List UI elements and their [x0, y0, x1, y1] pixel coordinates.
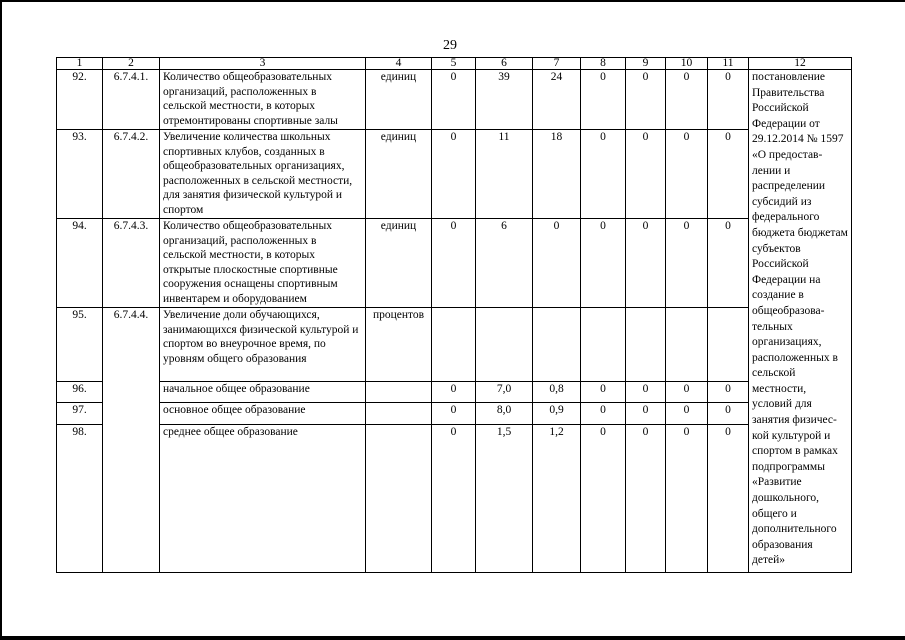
header-cell: 3 [160, 58, 366, 70]
value-col7: 0,9 [533, 403, 581, 425]
indicator-name: основное общее образование [160, 403, 366, 425]
value-col6: 11 [476, 130, 533, 219]
value-col10: 0 [666, 425, 708, 573]
value-col9: 0 [626, 130, 666, 219]
indicator-name: Количество общеобразовательных организаций, расположенных в сельской местности, в которых отремонтированы спортивные залы [160, 70, 366, 130]
indicator-code: 6.7.4.2. [103, 130, 160, 219]
row-number: 96. [57, 382, 103, 403]
unit: единиц [366, 130, 432, 219]
value-col8: 0 [581, 403, 626, 425]
value-col6: 8,0 [476, 403, 533, 425]
table-row [57, 70, 852, 130]
value-col7: 0 [533, 219, 581, 308]
value-col7: 1,2 [533, 425, 581, 573]
value-col11: 0 [708, 425, 749, 573]
row-number: 93. [57, 130, 103, 219]
value-col10: 0 [666, 219, 708, 308]
header-cell: 5 [432, 58, 476, 70]
row-number: 97. [57, 403, 103, 425]
unit [366, 382, 432, 403]
value-col10: 0 [666, 70, 708, 130]
header-row [57, 58, 852, 70]
value-col11: 0 [708, 382, 749, 403]
value-col11: 0 [708, 219, 749, 308]
header-cell: 9 [626, 58, 666, 70]
row-number: 98. [57, 425, 103, 573]
unit [366, 425, 432, 573]
value-col10: 0 [666, 382, 708, 403]
indicator-code: 6.7.4.4. [103, 308, 160, 573]
value-col11: 0 [708, 70, 749, 130]
value-col9: 0 [626, 70, 666, 130]
value-col5 [432, 308, 476, 382]
table-row [57, 382, 852, 403]
unit: единиц [366, 219, 432, 308]
table-row [57, 308, 852, 382]
header-cell: 7 [533, 58, 581, 70]
value-col8: 0 [581, 219, 626, 308]
value-col6: 39 [476, 70, 533, 130]
scan-border-left [0, 0, 2, 640]
page-number: 29 [443, 38, 457, 53]
value-col9: 0 [626, 382, 666, 403]
row-number: 92. [57, 70, 103, 130]
header-cell: 6 [476, 58, 533, 70]
table-row [57, 130, 852, 219]
row-number: 95. [57, 308, 103, 382]
header-cell: 2 [103, 58, 160, 70]
indicator-code: 6.7.4.1. [103, 70, 160, 130]
value-col6: 6 [476, 219, 533, 308]
legal-basis-note: постановление Правительства Российской Федерации от 29.12.2014 № 1597 «О предостав-лении и распределении субсидий из федерального бюджета бюджетам субъектов Российской Федерации на создание в общеобразова-тельных организациях, расположенных в сельской местности, условий для занятия физичес-кой культурой и спортом в рамках подпрограммы «Развитие дошкольного, общего и дополнительного образования детей» [749, 70, 852, 573]
value-col7 [533, 308, 581, 382]
value-col9: 0 [626, 403, 666, 425]
value-col8: 0 [581, 130, 626, 219]
indicator-name: Увеличение доли обучающихся, занимающихся физической культурой и спортом во внеурочное время, по уровням общего образования [160, 308, 366, 382]
value-col9 [626, 308, 666, 382]
value-col6: 7,0 [476, 382, 533, 403]
value-col6: 1,5 [476, 425, 533, 573]
value-col8: 0 [581, 382, 626, 403]
header-cell: 8 [581, 58, 626, 70]
value-col5: 0 [432, 425, 476, 573]
header-cell: 4 [366, 58, 432, 70]
scan-border-top [0, 0, 905, 2]
table-row [57, 403, 852, 425]
value-col7: 0,8 [533, 382, 581, 403]
indicator-name: начальное общее образование [160, 382, 366, 403]
unit: единиц [366, 70, 432, 130]
value-col9: 0 [626, 219, 666, 308]
value-col8: 0 [581, 425, 626, 573]
value-col10 [666, 308, 708, 382]
indicator-name: Увеличение количества школьных спортивных клубов, созданных в общеобразовательных организациях, расположенных в сельской местности, для занятия физической культурой и спортом [160, 130, 366, 219]
value-col11 [708, 308, 749, 382]
value-col8: 0 [581, 70, 626, 130]
unit: процентов [366, 308, 432, 382]
value-col10: 0 [666, 403, 708, 425]
header-cell: 12 [749, 58, 852, 70]
table-row [57, 219, 852, 308]
value-col11: 0 [708, 130, 749, 219]
header-cell: 10 [666, 58, 708, 70]
value-col5: 0 [432, 382, 476, 403]
value-col10: 0 [666, 130, 708, 219]
value-col9: 0 [626, 425, 666, 573]
value-col5: 0 [432, 219, 476, 308]
indicator-code: 6.7.4.3. [103, 219, 160, 308]
value-col5: 0 [432, 70, 476, 130]
row-number: 94. [57, 219, 103, 308]
indicator-name: среднее общее образование [160, 425, 366, 573]
value-col5: 0 [432, 130, 476, 219]
header-cell: 1 [57, 58, 103, 70]
value-col7: 24 [533, 70, 581, 130]
value-col5: 0 [432, 403, 476, 425]
value-col11: 0 [708, 403, 749, 425]
scan-border-bottom [0, 636, 905, 640]
unit [366, 403, 432, 425]
value-col7: 18 [533, 130, 581, 219]
value-col6 [476, 308, 533, 382]
indicator-name: Количество общеобразовательных организаций, расположенных в сельской местности, в которых открытые плоскостные спортивные сооружения оснащены спортивным инвентарем и оборудованием [160, 219, 366, 308]
indicators-table [56, 57, 852, 573]
value-col8 [581, 308, 626, 382]
table-row [57, 425, 852, 573]
header-cell: 11 [708, 58, 749, 70]
